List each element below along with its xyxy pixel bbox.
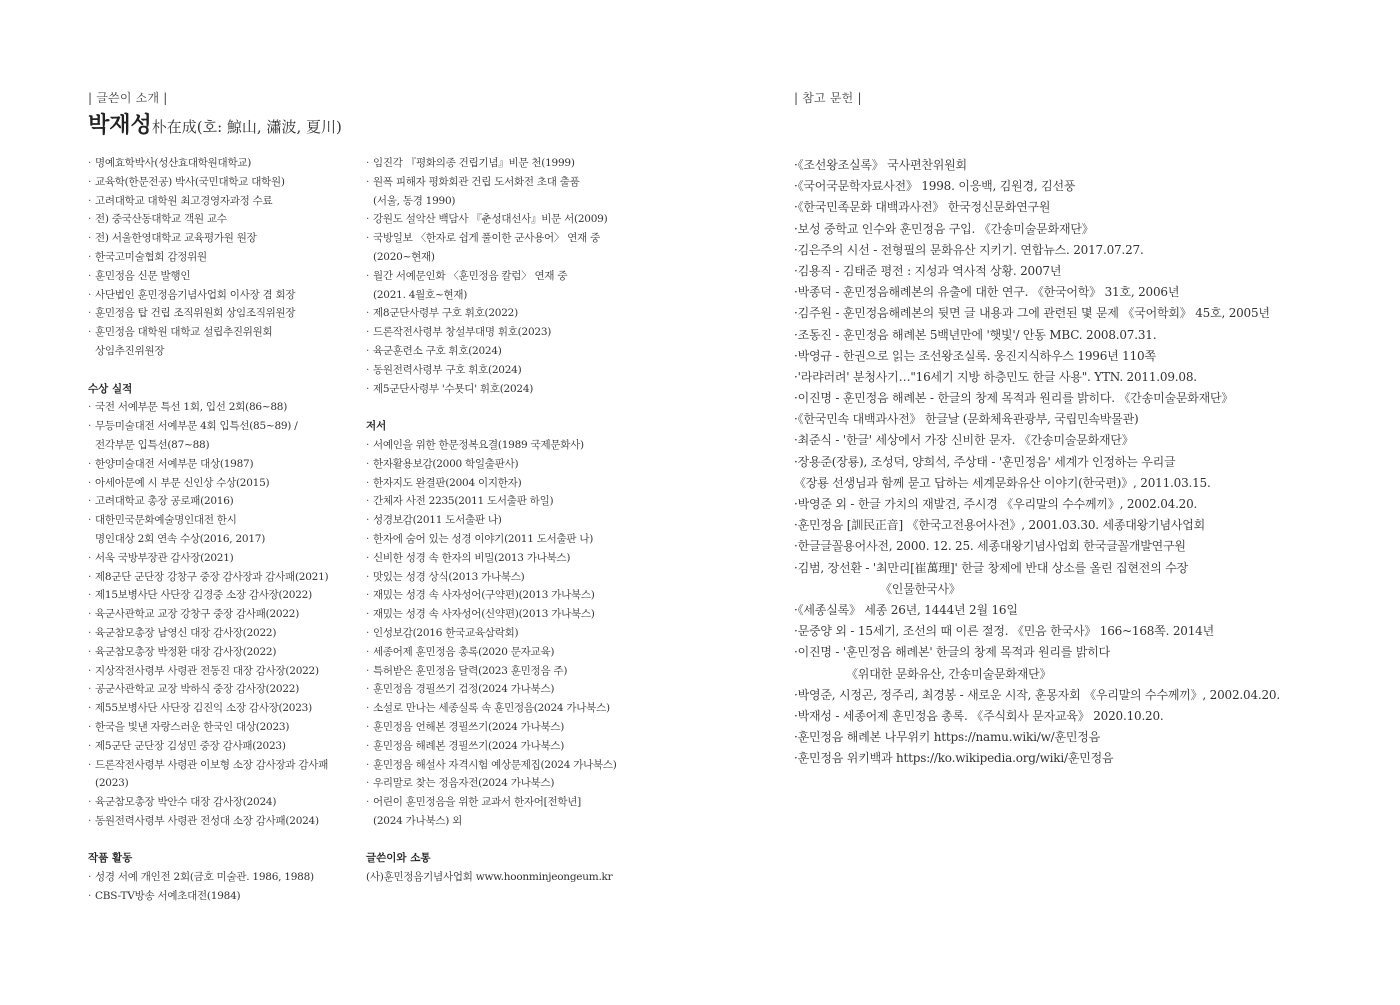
reference-item: ·장용준(장룡), 조성덕, 양희석, 주상태 - '훈민정음' 세계가 인정하는 우리글 (794, 454, 1176, 469)
list-item: · 육군참모총장 박안수 대장 감사장(2024) (88, 793, 358, 812)
author-section-label: | 글쓴이 소개 | (88, 91, 168, 105)
reference-item: ·김은주의 시선 - 전형필의 문화유산 지키기. 연합뉴스. 2017.07.27. (794, 242, 1144, 257)
list-item: · 훈민정음 경필쓰기 검정(2024 가나북스) (366, 680, 646, 699)
list-item: · 훈민정음 탑 건립 조직위원회 상임조직위원장 (88, 304, 358, 323)
list-item: · 아세아문예 시 부문 신인상 수상(2015) (88, 474, 358, 493)
list-item: · 세종어제 훈민정음 총록(2020 문자교육) (366, 643, 646, 662)
list-item: · 전) 중국산동대학교 객원 교수 (88, 210, 358, 229)
list-item: · 명예효학박사(성산효대학원대학교) (88, 154, 358, 173)
list-item: · 훈민정음 대학원 대학교 설립추진위원회 (88, 323, 358, 342)
list-item: 상임추진위원장 (95, 344, 165, 357)
reference-item: ·박종덕 - 훈민정음해례본의 유출에 대한 연구. 《한국어학》 31호, 2006년 (794, 285, 1180, 300)
list-item: · 고려대학교 총장 공로패(2016) (88, 492, 358, 511)
reference-item: ·조동진 - 훈민정음 해례본 5백년만에 '햇빛'/ 안동 MBC. 2008.07.31. (794, 327, 1157, 342)
list-item: · 제55보병사단 사단장 김진익 소장 감사장(2023) (88, 699, 358, 718)
reference-item: ·김범, 장선환 - '최만리[崔萬理]' 한글 창제에 반대 상소를 올린 집현전의 수장 (794, 560, 1188, 575)
reference-item: ·박영준 외 - 한글 가치의 재발견, 주시경 《우리말의 수수께끼》, 2002.04.20. (794, 497, 1198, 511)
list-item: · 제5군단사령부 '수묫디' 휘호(2024) (366, 380, 646, 399)
list-item: (2023) (95, 777, 129, 790)
list-item: 명인대상 2회 연속 수상(2016, 2017) (95, 532, 266, 545)
list-item: · 한양미술대전 서예부문 대상(1987) (88, 455, 358, 474)
list-item: · 공군사관학교 교장 박하식 중장 감사장(2022) (88, 680, 358, 699)
list-item: · 신비한 성경 속 한자의 비밀(2013 가나북스) (366, 549, 646, 568)
list-item: · 한국을 빛낸 자랑스러운 한국인 대상(2023) (88, 718, 358, 737)
list-item: · 육군참모총장 박정환 대장 감사장(2022) (88, 643, 358, 662)
list-item: · CBS-TV방송 서예초대전(1984) (88, 887, 358, 906)
reference-item: ·박영준, 시정곤, 정주리, 최경봉 - 새로운 시작, 훈몽자회 《우리말의 수수께끼》, 2002.04.20. (794, 687, 1280, 702)
books-list (366, 436, 646, 831)
list-item: (2020~현재) (373, 250, 435, 263)
list-item: · 드론작전사령부 창설부대명 휘호(2023) (366, 323, 646, 342)
reference-item: ·문중양 외 - 15세기, 조선의 때 이른 절정. 《민음 한국사》 166~168쪽. 2014년 (794, 624, 1214, 639)
books-title: 저서 (366, 420, 387, 433)
reference-item: ·김주원 - 훈민정음해례본의 뒷면 글 내용과 그에 관련된 몇 문제 《국어학회》 45호, 2005년 (794, 306, 1270, 321)
list-item: · 훈민정음 신문 발행인 (88, 267, 358, 286)
list-item: · 임진각 『평화의종 건립기념』비문 천(1999) (366, 154, 646, 173)
reference-item: ·훈민정음 해례본 나무위키 https://namu.wiki/w/훈민정음 (794, 730, 1101, 745)
list-item: · 재밌는 성경 속 사자성어(신약편)(2013 가나북스) (366, 605, 646, 624)
references-list (794, 155, 1354, 769)
reference-item: 《장룡 선생님과 함께 묻고 답하는 세계문화유산 이야기(한국편)》, 2011.03.15. (794, 475, 1211, 490)
list-item: · 국방일보 〈한자로 쉽게 풀이한 군사용어〉 연재 중 (366, 229, 646, 248)
list-item: · 성경 서예 개인전 2회(금호 미술관. 1986, 1988) (88, 868, 358, 887)
list-item: · 특허받은 훈민정음 달력(2023 훈민정음 주) (366, 662, 646, 681)
list-item: · 원폭 피해자 평화회관 건립 도서화전 초대 출품 (366, 173, 646, 192)
list-item: · 동원전력사령부 사령관 전성대 소장 감사패(2024) (88, 812, 358, 831)
list-item: · 서욱 국방부장관 감사장(2021) (88, 549, 358, 568)
reference-item: ·《국어국문학자료사전》 1998. 이응백, 김원경, 김선풍 (794, 179, 1076, 194)
list-item: · 훈민정음 해례본 경필쓰기(2024 가나북스) (366, 737, 646, 756)
reference-item: ·김용직 - 김태준 평전 : 지성과 역사적 상황. 2007년 (794, 263, 1062, 278)
author-name-line (88, 108, 342, 139)
list-item: · 제8군단사령부 구호 휘호(2022) (366, 304, 646, 323)
list-item: · 육군참모총장 남영신 대장 감사장(2022) (88, 624, 358, 643)
list-item: · 제8군단 군단장 강창구 중장 감사장과 감사패(2021) (88, 568, 358, 587)
career-list (88, 154, 358, 342)
reference-item: ·《한국민족문화 대백과사전》 한국정신문화연구원 (794, 200, 1051, 215)
reference-item: ·《조선왕조실록》 국사편찬위원회 (794, 158, 967, 172)
works-title: 작품 활동 (88, 852, 133, 865)
list-item: · 육군사관학교 교장 강창구 중장 감사패(2022) (88, 605, 358, 624)
list-item: · 한자에 숨어 있는 성경 이야기(2011 도서출판 나) (366, 530, 646, 549)
list-item: · 고려대학교 대학원 최고경영자과정 수료 (88, 192, 358, 211)
list-item: · 소설로 만나는 세종실록 속 훈민정음(2024 가나북스) (366, 699, 646, 718)
reference-item: ·최준식 - '한글' 세상에서 가장 신비한 문자. 《간송미술문화재단》 (794, 433, 1134, 448)
list-item: · 훈민정음 언해본 경필쓰기(2024 가나북스) (366, 718, 646, 737)
list-item: · 제5군단 군단장 김성민 중장 감사패(2023) (88, 737, 358, 756)
reference-item: 《위대한 문화유산, 간송미술문화재단》 (846, 666, 1052, 681)
list-item: · 드론작전사령부 사령관 이보형 소장 감사장과 감사패 (88, 756, 358, 775)
list-item: · 한자지도 완결판(2004 이지한자) (366, 474, 646, 493)
reference-item: 《인물한국사》 (880, 581, 961, 596)
reference-item: ·박영규 - 한권으로 읽는 조선왕조실록. 웅진지식하우스 1996년 110쪽 (794, 348, 1156, 363)
list-item: · 동원전력사령부 구호 휘호(2024) (366, 361, 646, 380)
list-item: (2021. 4월호~현재) (373, 288, 468, 301)
list-item: · 월간 서예문인화 〈훈민정음 칼럼〉 연재 중 (366, 267, 646, 286)
list-item: · 한국고미술협회 감정위원 (88, 248, 358, 267)
reference-item: ·이진명 - '훈민정음 해례본' 한글의 창제 목적과 원리를 밝히다 (794, 645, 1110, 660)
reference-item: ·《세종실록》 세종 26년, 1444년 2월 16일 (794, 602, 1018, 617)
list-item: · 우리말로 찾는 정음자전(2024 가나북스) (366, 774, 646, 793)
list-item: · 서예인을 위한 한문정복요결(1989 국제문화사) (366, 436, 646, 455)
reference-item: ·박재성 - 세종어제 훈민정음 총록. 《주식회사 문자교육》 2020.10.20. (794, 708, 1164, 723)
bio-column-left (88, 154, 358, 906)
list-item: · 훈민정음 해설사 자격시험 예상문제집(2024 가나북스) (366, 756, 646, 775)
list-item: · 재밌는 성경 속 사자성어(구약편)(2013 가나북스) (366, 586, 646, 605)
reference-item: ·'라랴러려' 분청사기…"16세기 지방 하층민도 한글 사용". YTN. 2011.09.08. (794, 369, 1197, 384)
list-item: · 한자활용보감(2000 학일출판사) (366, 455, 646, 474)
works-list (88, 868, 358, 906)
bio-column-right (366, 154, 646, 887)
contact-text: (사)훈민정음기념사업회 www.hoonminjeongeum.kr (366, 871, 613, 884)
reference-item: ·이진명 - 훈민정음 해례본 - 한글의 창제 목적과 원리를 밝히다. 《간송미술문화재단》 (794, 391, 1234, 406)
list-item: · 전) 서울한영대학교 교육평가원 원장 (88, 229, 358, 248)
reference-item: ·한글글꼴용어사전, 2000. 12. 25. 세종대왕기념사업회 한국글꼴개발연구원 (794, 539, 1186, 554)
contact-title: 글쓴이와 소통 (366, 852, 431, 865)
reference-item: ·훈민정음 위키백과 https://ko.wikipedia.org/wiki/훈민정음 (794, 751, 1114, 766)
list-item: · 지상작전사령부 사령관 전동진 대장 감사장(2022) (88, 662, 358, 681)
reference-item: ·훈민정음 [訓民正音] 《한국고전용어사전》, 2001.03.30. 세종대왕기념사업회 (794, 518, 1206, 533)
list-item: · 어린이 훈민정음을 위한 교과서 한자어[전학년] (366, 793, 646, 812)
list-item: · 사단법인 훈민정음기념사업회 이사장 겸 회장 (88, 286, 358, 305)
list-item: · 강원도 설악산 백담사 『춘성대선사』비문 서(2009) (366, 210, 646, 229)
list-item: · 무등미술대전 서예부문 4회 입특선(85~89) / (88, 417, 358, 436)
career-list-2 (366, 154, 646, 398)
awards-title: 수상 실적 (88, 382, 133, 395)
list-item: · 맛있는 성경 상식(2013 가나북스) (366, 568, 646, 587)
author-name: 박재성 (88, 113, 152, 138)
list-item: · 간체자 사전 2235(2011 도서출판 하일) (366, 492, 646, 511)
list-item: · 제15보병사단 사단장 김경중 소장 감사장(2022) (88, 586, 358, 605)
reference-item: ·보성 중학교 인수와 훈민정음 구입. 《간송미술문화재단》 (794, 221, 1094, 236)
author-hanja: 朴在成(호: 鯨山, 瀟波, 夏川) (151, 118, 342, 136)
list-item: (서울, 동경 1990) (373, 194, 456, 207)
list-item: · 국전 서예부문 특선 1회, 입선 2회(86~88) (88, 398, 358, 417)
references-section-label: | 참고 문헌 | (794, 91, 862, 105)
awards-list (88, 398, 358, 830)
list-item: · 교육학(한문전공) 박사(국민대학교 대학원) (88, 173, 358, 192)
list-item: · 대한민국문화예술명인대전 한시 (88, 511, 358, 530)
list-item: · 육군훈련소 구호 휘호(2024) (366, 342, 646, 361)
list-item: (2024 가나북스) 외 (373, 814, 463, 827)
list-item: · 성경보감(2011 도서출판 나) (366, 511, 646, 530)
list-item: · 인성보감(2016 한국교육삼락회) (366, 624, 646, 643)
list-item: 전각부문 입특선(87~88) (95, 438, 210, 451)
reference-item: ·《한국민속 대백과사전》 한글날 (문화체육관광부, 국립민속박물관) (794, 412, 1139, 427)
